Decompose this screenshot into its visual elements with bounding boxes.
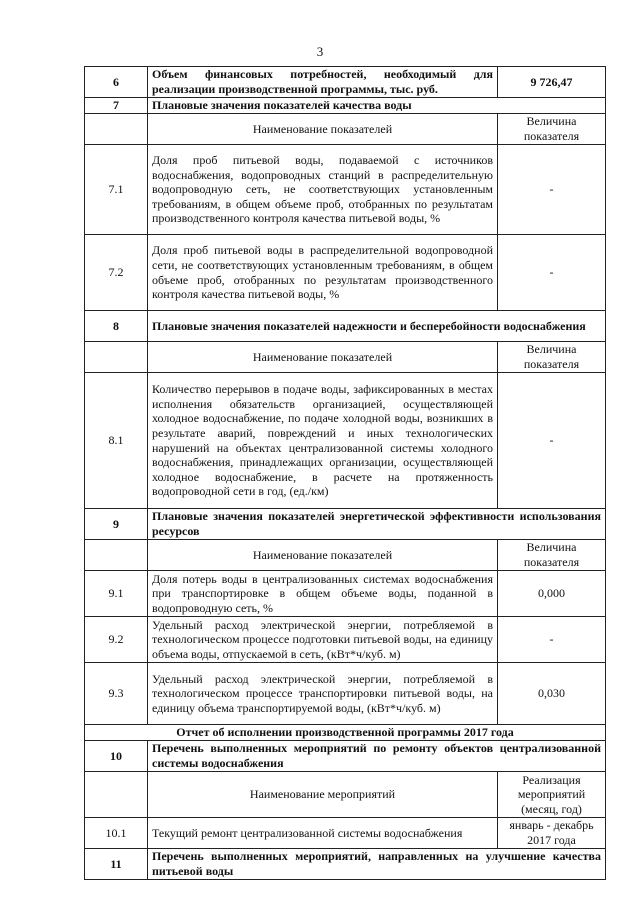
row-value: -: [498, 373, 606, 509]
row-number: 7.1: [85, 145, 148, 235]
table-row: [85, 571, 606, 617]
section-number: 11: [85, 849, 148, 880]
row-value: -: [498, 145, 606, 235]
section-header-row: [85, 311, 606, 342]
indicator-name-header: Наименование показателей: [148, 114, 498, 145]
row-value: январь - декабрь 2017 года: [498, 818, 606, 849]
section-title: Перечень выполненных мероприятий, направленных на улучшение качества питьевой воды: [148, 849, 606, 880]
indicator-value-header: Величина показателя: [498, 540, 606, 571]
section-title: Перечень выполненных мероприятий по ремонту объектов централизованной системы водоснабжения: [148, 741, 606, 772]
row-text: Доля проб питьевой воды в распределительной водопроводной сети, не соответствующих установленным требованиям, в общем объеме проб, отобранных по результатам производственного контроля качества питьевой воды, %: [148, 235, 498, 311]
row-text: Удельный расход электрической энергии, потребляемой в технологическом процессе подготовки питьевой воды, на единицу объема воды, отпускаемой в сеть, (кВт*ч/куб. м): [148, 617, 498, 663]
row-value: -: [498, 235, 606, 311]
row-text: Объем финансовых потребностей, необходимый для реализации производственной программы, тыс. руб.: [148, 67, 498, 98]
section-number: 8: [85, 311, 148, 342]
section-header-row: [85, 741, 606, 772]
empty-cell: [85, 114, 148, 145]
row-text: Текущий ремонт централизованной системы водоснабжения: [148, 818, 498, 849]
row-text: Доля потерь воды в централизованных системах водоснабжения при транспортировке в общем объеме воды, поданной в водопроводную сеть, %: [148, 571, 498, 617]
table-row: [85, 663, 606, 725]
section-title: Плановые значения показателей качества воды: [148, 98, 606, 114]
table-row: [85, 617, 606, 663]
row-number: 7.2: [85, 235, 148, 311]
column-header-row: [85, 342, 606, 373]
indicator-value-header: Величина показателя: [498, 114, 606, 145]
table-row: [85, 373, 606, 509]
column-header-row: [85, 772, 606, 818]
section-number: 10: [85, 741, 148, 772]
report-header-row: [85, 725, 606, 741]
table-row: [85, 145, 606, 235]
page-number: 3: [316, 44, 324, 59]
row-number: 6: [85, 67, 148, 98]
row-value: 9 726,47: [498, 67, 606, 98]
empty-cell: [85, 540, 148, 571]
row-text: Количество перерывов в подаче воды, зафиксированных в местах исполнения обязательств организацией, осуществляющей холодное водоснабжение, по подаче холодной воды, возникших в результате аварий, повреждений и иных технологических нарушений на объектах централизованной системы холодного водоснабжения, принадлежащих организации, осуществляющей холодное водоснабжение, в расчете на протяженность водопроводной сети в год, (ед./км): [148, 373, 498, 509]
indicator-name-header: Наименование показателей: [148, 540, 498, 571]
table-row: [85, 67, 606, 98]
row-number: 9.1: [85, 571, 148, 617]
report-title: Отчет об исполнении производственной программы 2017 года: [85, 725, 606, 741]
row-value: 0,030: [498, 663, 606, 725]
row-number: 8.1: [85, 373, 148, 509]
indicator-value-header: Величина показателя: [498, 342, 606, 373]
section-title: Плановые значения показателей надежности и бесперебойности водоснабжения: [148, 311, 606, 342]
row-value: -: [498, 617, 606, 663]
column-header-row: [85, 114, 606, 145]
row-text: Доля проб питьевой воды, подаваемой с источников водоснабжения, водопроводных станций в распределительную водопроводную сеть, не соответствующих установленным требованиям, в общем объеме проб, отобранных по результатам производственного контроля качества питьевой воды, %: [148, 145, 498, 235]
row-number: 9.3: [85, 663, 148, 725]
empty-cell: [85, 772, 148, 818]
section-number: 7: [85, 98, 148, 114]
section-number: 9: [85, 509, 148, 540]
section-header-row: [85, 849, 606, 880]
program-table: [84, 66, 606, 880]
indicator-name-header: Наименование показателей: [148, 342, 498, 373]
section-header-row: [85, 509, 606, 540]
row-value: 0,000: [498, 571, 606, 617]
table-row: [85, 235, 606, 311]
section-title: Плановые значения показателей энергетической эффективности использования ресурсов: [148, 509, 606, 540]
column-header-row: [85, 540, 606, 571]
table-row: [85, 818, 606, 849]
row-number: 9.2: [85, 617, 148, 663]
measure-date-header: Реализация мероприятий (месяц, год): [498, 772, 606, 818]
row-number: 10.1: [85, 818, 148, 849]
section-header-row: [85, 98, 606, 114]
row-text: Удельный расход электрической энергии, потребляемой в технологическом процессе транспортировки питьевой воды, на единицу объема транспортируемой воды, (кВт*ч/куб. м): [148, 663, 498, 725]
empty-cell: [85, 342, 148, 373]
measure-name-header: Наименование мероприятий: [148, 772, 498, 818]
